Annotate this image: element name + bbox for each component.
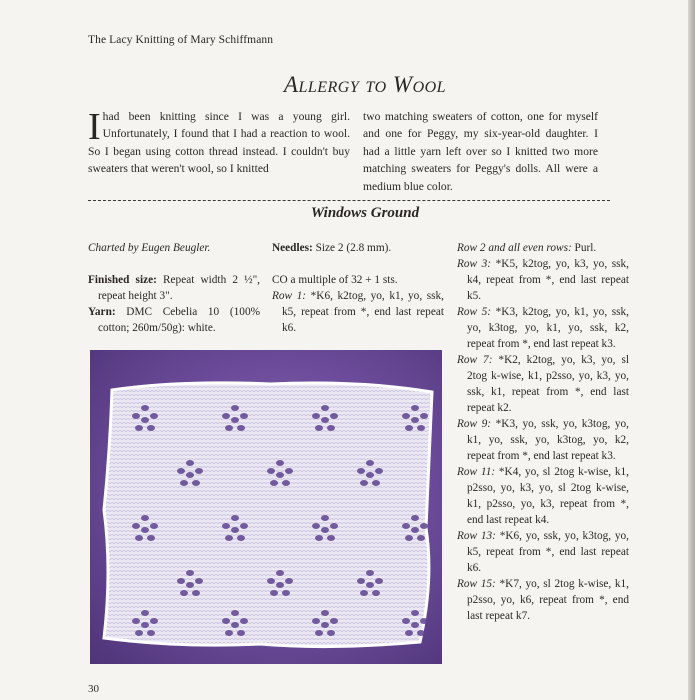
lace-eyelet <box>132 413 140 419</box>
row-instruction: Row 3: *K5, k2tog, yo, k3, yo, ssk, k4, repeat from *, end last repeat k5. <box>457 258 629 302</box>
lace-eyelet <box>357 468 365 474</box>
lace-eyelet <box>270 590 278 596</box>
lace-eyelet <box>360 480 368 486</box>
lace-eyelet <box>372 480 380 486</box>
lace-eyelet <box>366 460 374 466</box>
row-instruction: Row 15: *K7, yo, sl 2tog k-wise, k1, p2sso, yo, k6, repeat from *, end last repeat k7. <box>457 578 629 622</box>
lace-eyelet <box>186 472 194 478</box>
lace-eyelet <box>180 590 188 596</box>
lace-eyelet <box>312 413 320 419</box>
lace-eyelet <box>282 480 290 486</box>
row-instruction: Row 5: *K3, k2tog, yo, k1, yo, ssk, yo, k3tog, yo, k1, yo, ssk, k2, repeat from *, end last repeat k3. <box>457 306 629 350</box>
lace-eyelet <box>366 582 374 588</box>
page-gutter-shadow <box>688 0 695 700</box>
section-divider <box>88 200 610 201</box>
lace-eyelet <box>411 515 419 521</box>
lace-eyelet <box>231 610 239 616</box>
lace-eyelet <box>282 590 290 596</box>
lace-eyelet <box>192 590 200 596</box>
lace-eyelet <box>192 480 200 486</box>
lace-eyelet <box>231 622 239 628</box>
row-instruction: Row 13: *K6, yo, ssk, yo, k3tog, yo, k5, repeat from *, end last repeat k6. <box>457 530 629 574</box>
row-instruction: Row 11: *K4, yo, sl 2tog k-wise, k1, p2sso, yo, k3, yo, sl 2tog k-wise, k1, p2sso, yo, k3, repeat from *, end last repeat k4. <box>457 466 629 526</box>
lace-eyelet <box>402 618 410 624</box>
lace-eyelet <box>231 417 239 423</box>
lace-eyelet <box>270 480 278 486</box>
lace-eyelet <box>267 578 275 584</box>
intro-left-text: had been knitting since I was a young girl. Unfortunately, I found that I had a reaction to wool. So I began using cotton thread instead. I couldn't buy sweaters that weren't wool, so I knitted <box>88 110 350 176</box>
lace-eyelet <box>321 417 329 423</box>
lace-eyelet <box>150 618 158 624</box>
lace-eyelet <box>141 417 149 423</box>
lace-eyelet <box>405 535 413 541</box>
lace-eyelet <box>141 622 149 628</box>
lace-eyelet <box>402 413 410 419</box>
lace-eyelet <box>231 515 239 521</box>
lace-eyelet <box>237 425 245 431</box>
lace-eyelet <box>315 535 323 541</box>
lace-eyelet <box>222 618 230 624</box>
lace-eyelet <box>315 630 323 636</box>
lace-eyelet <box>225 425 233 431</box>
lace-eyelet <box>222 413 230 419</box>
lace-eyelet <box>360 590 368 596</box>
lace-eyelet <box>411 610 419 616</box>
needles-spec: Needles: Size 2 (2.8 mm). <box>272 242 392 254</box>
lace-eyelet <box>405 425 413 431</box>
lace-eyelet <box>237 535 245 541</box>
lace-eyelet <box>147 425 155 431</box>
finished-size: Finished size: Repeat width 2 ½", repeat height 3". <box>88 274 261 302</box>
lace-eyelet <box>225 630 233 636</box>
lace-eyelet <box>411 405 419 411</box>
lace-eyelet <box>327 630 335 636</box>
lace-eyelet <box>321 622 329 628</box>
lace-eyelet <box>240 618 248 624</box>
lace-eyelet <box>150 413 158 419</box>
lace-eyelet <box>180 480 188 486</box>
lace-eyelet <box>405 630 413 636</box>
lace-eyelet <box>135 630 143 636</box>
lace-eyelet <box>330 523 338 529</box>
charted-by: Charted by Eugen Beugler. <box>88 242 211 254</box>
lace-eyelet <box>420 523 428 529</box>
lace-eyelet <box>231 405 239 411</box>
yarn-spec: Yarn: DMC Cebelia 10 (100% cotton; 260m/50g): white. <box>88 306 260 334</box>
chapter-title: Allergy to Wool <box>283 72 447 97</box>
lace-eyelet <box>372 590 380 596</box>
lace-eyelet <box>366 570 374 576</box>
row-instructions-column <box>457 240 629 624</box>
pattern-title: Windows Ground <box>310 205 420 221</box>
lace-eyelet <box>177 468 185 474</box>
row-1-instruction: Row 1: *K6, k2tog, yo, k1, yo, ssk, k5, repeat from *, end last repeat k6. <box>272 290 444 334</box>
needles-column <box>272 240 444 336</box>
lace-eyelet <box>276 582 284 588</box>
lace-eyelet <box>330 618 338 624</box>
lace-eyelet <box>321 610 329 616</box>
drop-cap: I <box>88 106 101 148</box>
intro-right-column: two matching sweaters of cotton, one for myself and one for Peggy, my six-year-old daughter. I had a little yarn left over so I knitted two more matching sweaters for Peggy's dolls. All were a medium blue color. <box>363 110 598 193</box>
lace-eyelet <box>150 523 158 529</box>
lace-swatch-illustration <box>90 350 442 664</box>
row-instruction: Row 7: *K2, k2tog, yo, k3, yo, sl 2tog k-wise, k1, p2sso, yo, k3, yo, ssk, k1, repeat from *, end last repeat k2. <box>457 354 629 414</box>
lace-eyelet <box>225 535 233 541</box>
lace-eyelet <box>411 527 419 533</box>
lace-eyelet <box>141 527 149 533</box>
lace-eyelet <box>312 618 320 624</box>
lace-eyelet <box>222 523 230 529</box>
lace-eyelet <box>141 610 149 616</box>
lace-eyelet <box>420 413 428 419</box>
lace-eyelet <box>375 468 383 474</box>
lace-eyelet <box>186 460 194 466</box>
lace-eyelet <box>411 622 419 628</box>
lace-eyelet <box>186 570 194 576</box>
pattern-info-column <box>88 240 260 336</box>
lace-eyelet <box>135 425 143 431</box>
lace-eyelet <box>276 570 284 576</box>
lace-eyelet <box>132 618 140 624</box>
lace-eyelet <box>285 578 293 584</box>
lace-eyelet <box>237 630 245 636</box>
lace-eyelet <box>411 417 419 423</box>
lace-eyelet <box>135 535 143 541</box>
lace-eyelet <box>186 582 194 588</box>
lace-eyelet <box>375 578 383 584</box>
lace-eyelet <box>276 460 284 466</box>
lace-eyelet <box>195 578 203 584</box>
row-instruction: Row 2 and all even rows: Purl. <box>457 242 597 254</box>
lace-eyelet <box>315 425 323 431</box>
lace-eyelet <box>321 405 329 411</box>
lace-eyelet <box>231 527 239 533</box>
lace-eyelet <box>321 527 329 533</box>
lace-eyelet <box>312 523 320 529</box>
lace-eyelet <box>276 472 284 478</box>
lace-eyelet <box>330 413 338 419</box>
lace-eyelet <box>195 468 203 474</box>
row-instruction: Row 9: *K3, yo, ssk, yo, k3tog, yo, k1, yo, ssk, yo, k3tog, yo, k2, repeat from *, end last repeat k3. <box>457 418 629 462</box>
lace-eyelet <box>417 630 425 636</box>
lace-eyelet <box>417 535 425 541</box>
lace-eyelet <box>267 468 275 474</box>
lace-eyelet <box>402 523 410 529</box>
lace-eyelet <box>321 515 329 521</box>
lace-eyelet <box>327 425 335 431</box>
lace-eyelet <box>147 535 155 541</box>
lace-eyelet <box>240 523 248 529</box>
lace-eyelet <box>327 535 335 541</box>
lace-eyelet <box>132 523 140 529</box>
lace-eyelet <box>285 468 293 474</box>
intro-left-column <box>88 108 350 178</box>
lace-eyelet <box>177 578 185 584</box>
lace-eyelet <box>147 630 155 636</box>
page-number: 30 <box>88 683 99 695</box>
lace-eyelet <box>357 578 365 584</box>
running-head: The Lacy Knitting of Mary Schiffmann <box>88 34 274 46</box>
lace-eyelet <box>141 515 149 521</box>
lace-eyelet <box>240 413 248 419</box>
lace-eyelet <box>417 425 425 431</box>
lace-eyelet <box>141 405 149 411</box>
knitted-swatch-photo <box>90 350 442 664</box>
lace-eyelet <box>366 472 374 478</box>
cast-on: CO a multiple of 32 + 1 sts. <box>272 274 398 286</box>
lace-eyelet <box>420 618 428 624</box>
